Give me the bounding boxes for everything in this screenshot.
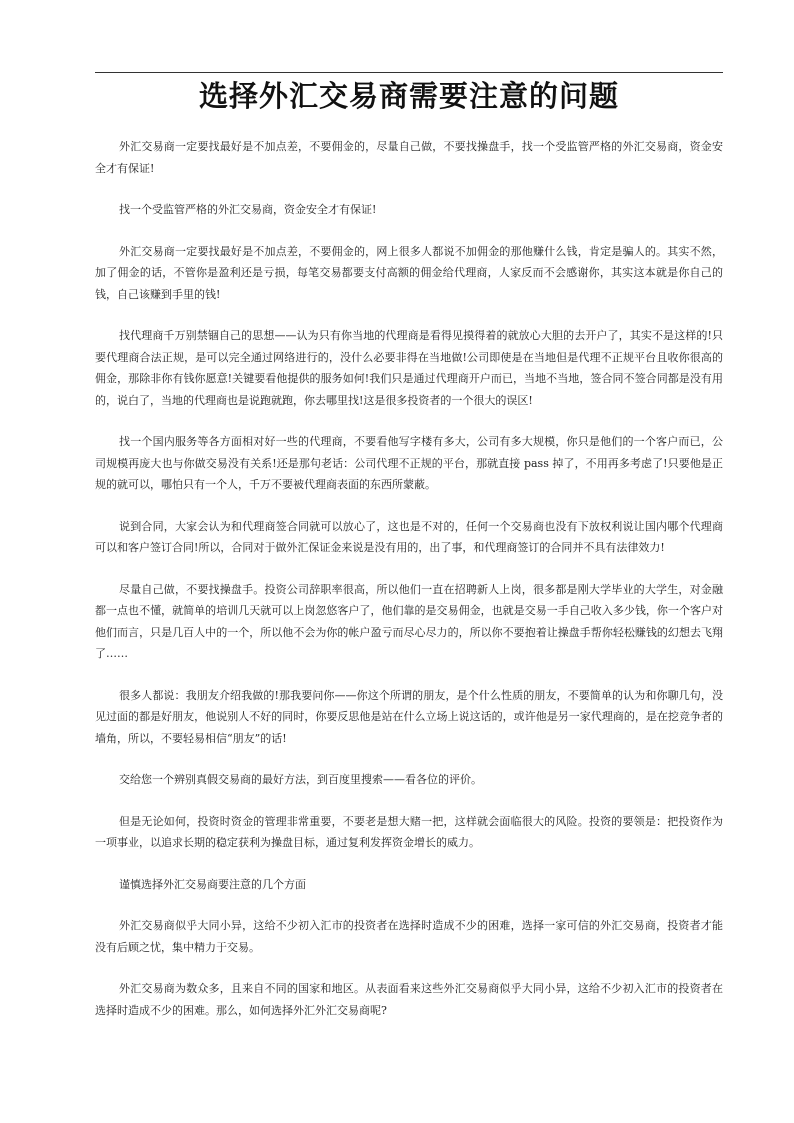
paragraph: 找代理商千万别禁锢自己的思想——认为只有你当地的代理商是看得见摸得着的就放心大胆的去开户了，其实不是这样的!只要代理商合法正规，是可以完全通过网络进行的，没什么必要非得在当地做!公司即使是在当地但是代理不正规平台且收你很高的佣金，那除非你有钱你愿意!关键要看他提供的服务如何!我们只是通过代理商开户而已，当地不当地，签合同不签合同都是没有用的，说白了，当地的代理商也是说跑就跑，你去哪里找!这是很多投资者的一个很大的误区! — [95, 329, 723, 407]
paragraph: 外汇交易商似乎大同小异，这给不少初入汇市的投资者在选择时造成不少的困难，选择一家可信的外汇交易商，投资者才能没有后顾之忧，集中精力于交易。 — [95, 919, 723, 954]
document-body — [95, 136, 723, 1041]
document-title: 选择外汇交易商需要注意的问题 — [198, 79, 619, 113]
paragraph: 说到合同，大家会认为和代理商签合同就可以放心了，这也是不对的，任何一个交易商也没有下放权利说让国内哪个代理商可以和客户签订合同!所以，合同对于做外汇保证金来说是没有用的，出了事，和代理商签订的合同并不具有法律效力! — [95, 519, 723, 554]
paragraph: 外汇交易商一定要找最好是不加点差，不要佣金的，网上很多人都说不加佣金的那他赚什么钱，肯定是骗人的。其实不然，加了佣金的话，不管你是盈利还是亏损，每笔交易都要支付高额的佣金给代理商，人家反而不会感谢你，其实这本就是你自己的钱，自己该赚到手里的钱! — [95, 244, 723, 301]
paragraph: 外汇交易商为数众多，且来自不同的国家和地区。从表面看来这些外汇交易商似乎大同小异，这给不少初入汇市的投资者在选择时造成不少的困难。那么，如何选择外汇外汇交易商呢? — [95, 982, 723, 1017]
header-rule — [95, 72, 723, 73]
paragraph: 尽量自己做，不要找操盘手。投资公司辞职率很高，所以他们一直在招聘新人上岗，很多都是刚大学毕业的大学生，对金融都一点也不懂，就简单的培训几天就可以上岗忽悠客户了，他们靠的是交易佣金，也就是交易一手自己收入多少钱，你一个客户对他们而言，只是几百人中的一个，所以他不会为你的帐户盈亏而尽心尽力的，所以你不要抱着让操盘手帮你轻松赚钱的幻想去飞翔了…… — [95, 582, 723, 660]
paragraph: 找一个受监管严格的外汇交易商，资金安全才有保证! — [119, 203, 377, 216]
paragraph: 交给您一个辨别真假交易商的最好方法，到百度里搜索——看各位的评价。 — [119, 773, 482, 786]
section-heading: 谨慎选择外汇交易商要注意的几个方面 — [119, 877, 306, 891]
paragraph: 但是无论如何，投资时资金的管理非常重要，不要老是想大赌一把，这样就会面临很大的风险。投资的要领是：把投资作为一项事业，以追求长期的稳定获利为操盘目标，通过复利发挥资金增长的威力。 — [95, 814, 723, 849]
paragraph: 找一个国内服务等各方面相对好一些的代理商，不要看他写字楼有多大，公司有多大规模，你只是他们的一个客户而已，公司规模再庞大也与你做交易没有关系!还是那句老话：公司代理不正规的平台，那就直接 pass 掉了，不用再多考虑了!只要他是正规的就可以，哪怕只有一个人，千万不要被代理商表面的东西所蒙蔽。 — [95, 435, 723, 491]
paragraph: 很多人都说：我朋友介绍我做的!那我要问你——你这个所谓的朋友，是个什么性质的朋友，不要简单的认为和你聊几句，没见过面的都是好朋友，他说别人不好的同时，你要反思他是站在什么立场上说这话的，或许他是另一家代理商的，是在挖竞争者的墙角，所以，不要轻易相信“朋友”的话! — [95, 688, 723, 745]
paragraph: 外汇交易商一定要找最好是不加点差，不要佣金的，尽量自己做，不要找操盘手，找一个受监管严格的外汇交易商，资金安全才有保证! — [95, 140, 723, 175]
